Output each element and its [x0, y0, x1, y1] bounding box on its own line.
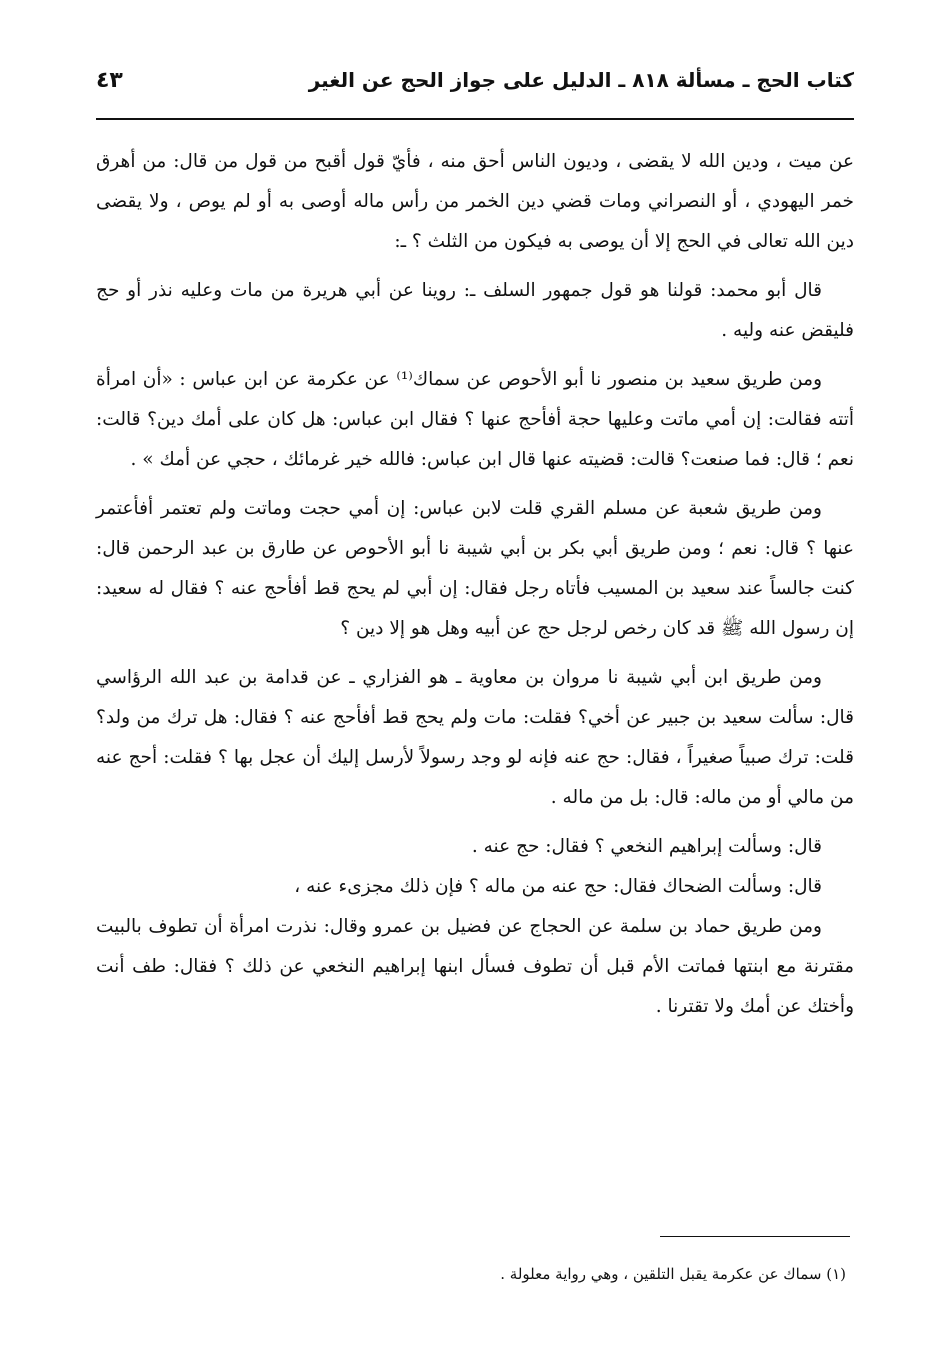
footnote: (١) سماك عن عكرمة يقبل التلقين ، وهي رواية معلولة . [500, 1265, 846, 1283]
header-title: كتاب الحج ـ مسألة ٨١٨ ـ الدليل على جواز الحج عن الغير [308, 68, 854, 92]
paragraph-2: قال أبو محمد: قولنا هو قول جمهور السلف ـ: روينا عن أبي هريرة من مات وعليه نذر أو حج فليقض عنه وليه . [96, 280, 854, 341]
footnote-divider [660, 1236, 850, 1237]
paragraph-3: ومن طريق سعيد بن منصور نا أبو الأحوص عن سماك⁽¹⁾ عن عكرمة عن ابن عباس : «أن امرأة أتته فقالت: إن أمي ماتت وعليها حجة أفأحج عنها ؟ فقال ابن عباس: هل كان على أمك دين؟ قالت: نعم ؛ قال: فما صنعت؟ قالت: قضيته عنها قال ابن عباس: فالله خير غرمائك ، حجي عن أمك » . [96, 369, 854, 470]
page-number: ٤٣ [96, 68, 123, 93]
header-divider [96, 118, 854, 120]
running-header [96, 68, 854, 108]
paragraph-4: ومن طريق شعبة عن مسلم القري قلت لابن عباس: إن أمي حجت وماتت ولم تعتمر أفأعتمر عنها ؟ قال: نعم ؛ ومن طريق أبي بكر بن أبي شيبة نا أبو الأحوص عن طارق بن عبد الرحمن قال: كنت جالساً عند سعيد بن المسيب فأتاه رجل فقال: إن أبي لم يحج قط أفأحج عنه ؟ فقال له سعيد: إن رسول الله ﷺ قد كان رخص لرجل حج عن أبيه وهل هو إلا دين ؟ [96, 498, 854, 639]
paragraph-7: قال: وسألت الضحاك فقال: حج عنه من ماله ؟ فإن ذلك مجزىء عنه ، [294, 876, 822, 897]
paragraph-6: قال: وسألت إبراهيم النخعي ؟ فقال: حج عنه . [471, 836, 822, 857]
paragraph-8: ومن طريق حماد بن سلمة عن الحجاج عن فضيل بن عمرو وقال: نذرت امرأة أن تطوف بالبيت مقترنة مع ابنتها فماتت الأم قبل أن تطوف فسأل ابنها إبراهيم النخعي عن ذلك ؟ فقال: طف أنت وأختك عن أمك ولا تقترنا . [96, 916, 854, 1017]
paragraph-1: عن ميت ، ودين الله لا يقضى ، وديون الناس أحق منه ، فأيّ قول أقبح من قول من قال: من أهرق خمر اليهودي ، أو النصراني ومات قضي دين الخمر من رأس ماله أوصى به أو لم يوص ، ولا يقضى دين الله تعالى في الحج إلا أن يوصى به فيكون من الثلث ؟ ـ: [96, 151, 854, 252]
paragraph-5: ومن طريق ابن أبي شيبة نا مروان بن معاوية ـ هو الفزاري ـ عن قدامة بن عبد الله الرؤاسي قال: سألت سعيد بن جبير عن أخي؟ فقلت: مات ولم يحج قط أفأحج عنه ؟ فقال: هل ترك من ولد؟ قلت: ترك صبياً صغيراً ، فقال: حج عنه فإنه لو وجد رسولاً لأرسل إليك أن عجل بها ؟ فقلت: أحج عنه من مالي أو من ماله: قال: بل من ماله . [96, 667, 854, 808]
body-text [96, 142, 854, 1036]
